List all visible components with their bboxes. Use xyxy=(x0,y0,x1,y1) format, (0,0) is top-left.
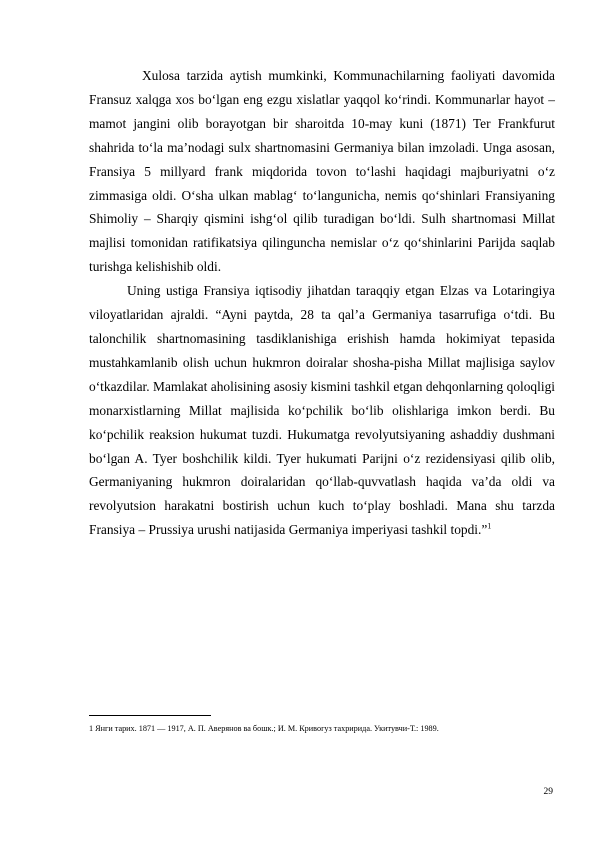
paragraph-2 xyxy=(89,279,555,542)
document-body xyxy=(89,64,555,542)
paragraph-1: Xulosa tarzida aytish mumkinki, Kommunachilarning faoliyati davomida Fransuz xalqga xos bo‘lgan eng ezgu xislatlar yaqqol ko‘rindi. Kommunarlar hayot – mamot jangini olib borayotgan bir sharoitda 10-may kuni (1871) Ter Frankfurut shahrida to‘la ma’nodagi sulx shartnomasini Germaniya bilan imzoladi. Unga asosan, Fransiya 5 millyard frank miqdorida tovon to‘lashi haqidagi majburiyatni o‘z zimmasiga oldi. O‘sha ulkan mablag‘ to‘langunicha, nemis qo‘shinlari Fransiyaning Shimoliy – Sharqiy qismini ishg‘ol qilib turadigan bo‘ldi. Sulh shartnomasi Millat majlisi tomonidan ratifikatsiya qilinguncha nemislar o‘z qo‘shinlarini Parijda saqlab turishga kelishishib oldi. xyxy=(89,68,555,275)
footnote-separator xyxy=(89,715,211,716)
paragraph-2-text: Uning ustiga Fransiya iqtisodiy jihatdan taraqqiy etgan Elzas va Lotaringiya viloyatlaridan ajraldi. “Ayni paytda, 28 ta qal’a Germaniya tasarrufiga o‘tdi. Bu talonchilik shartnomasining tasdiklanishiga erishish hamda hokimiyat tepasida mustahkamlanib olish uchun hukmron doiralar shosha-pisha Millat majlisiga saylov o‘tkazdilar. Mamlakat aholisining asosiy kismini tashkil etgan dehqonlarning qoloqligi monarxistlarning Millat majlisida ko‘pchilik bo‘lib olishlariga imkon berdi. Bu ko‘pchilik reaksion hukumat tuzdi. Hukumatga revolyutsiyaning ashaddiy dushmani bo‘lgan A. Tyer boshchilik kildi. Tyer hukumati Parijni o‘z rezidensiyasi qilib olib, Germaniyaning hukmron doiralaridan qo‘llab-quvvatlash haqida va’da oldi va revolyutsion harakatni bostirish uchun kuch to‘play boshladi. Mana shu tarzda Fransiya – Prussiya urushi natijasida Germaniya imperiyasi tashkil topdi.” xyxy=(89,283,555,538)
footnote-reference: 1 xyxy=(487,521,492,531)
page-number: 29 xyxy=(543,787,553,797)
footnote: 1 Янги тарих. 1871 — 1917, А. П. Аверянов ва бошк.; И. М. Кривогуз тахририда. Укитувчи-Т.: 1989. xyxy=(89,724,439,733)
